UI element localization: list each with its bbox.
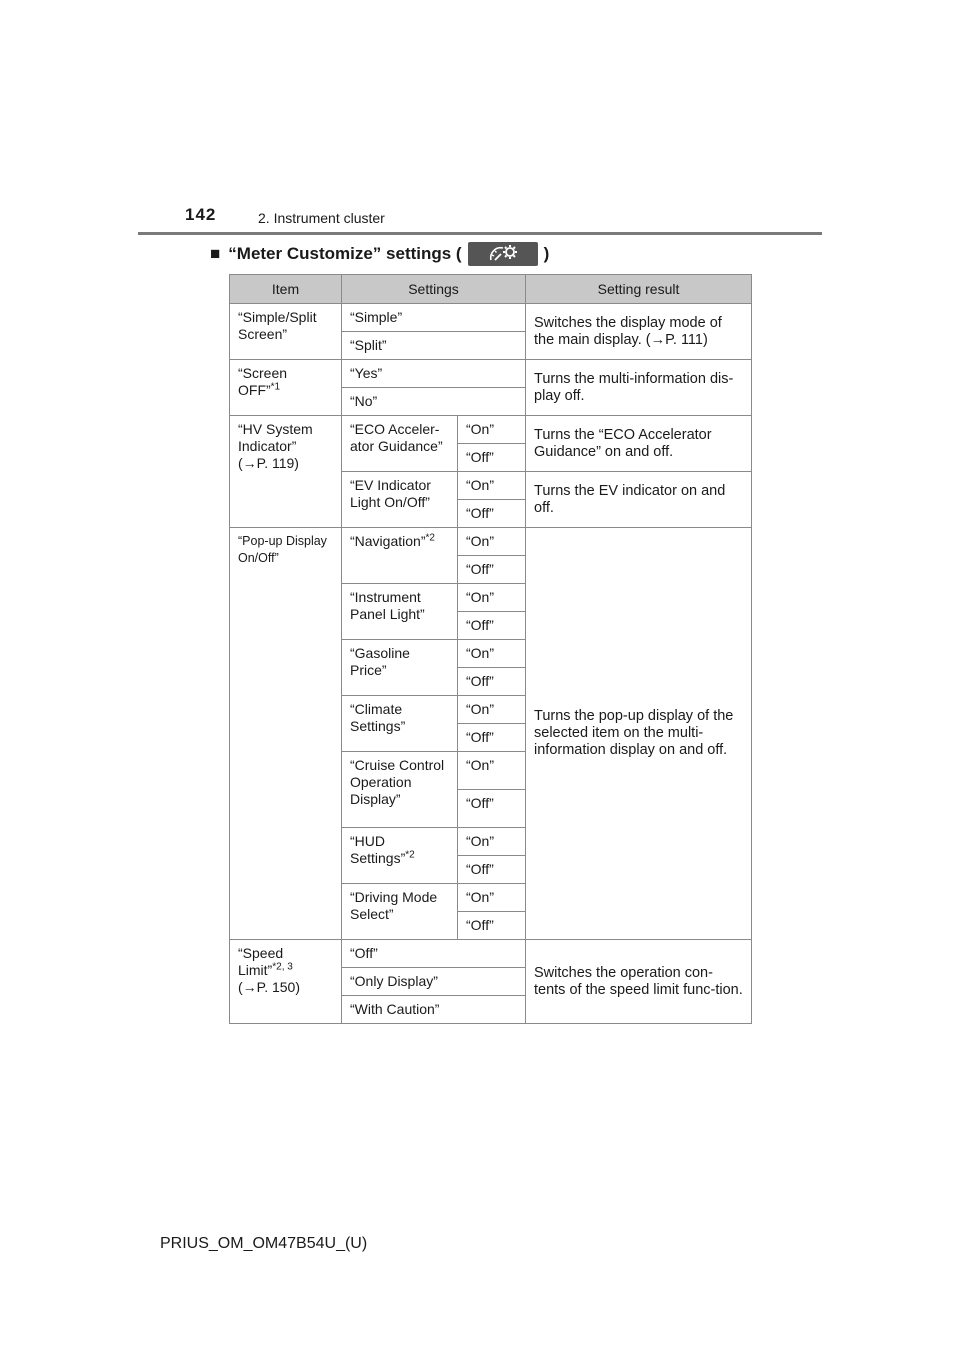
sub-item-cruise-control: “Cruise Control Operation Display” — [342, 752, 458, 828]
footnote-mark: *2 — [405, 849, 415, 861]
sub-item-ev-indicator: “EV Indicator Light On/Off” — [342, 472, 458, 528]
footnote-mark: *2, 3 — [272, 961, 293, 973]
footnote-mark: *2 — [425, 532, 435, 544]
setting-option: “Off” — [458, 724, 526, 752]
table-row — [230, 360, 752, 388]
page-reference: (→P. 150) — [238, 979, 300, 995]
setting-option: “On” — [458, 696, 526, 724]
setting-option: “Yes” — [342, 360, 526, 388]
table-row — [230, 304, 752, 332]
setting-result: Turns the pop-up display of the selected item on the multi-information display on and off. — [526, 528, 752, 940]
sub-item-navigation — [342, 528, 458, 584]
section-bullet: ■ — [210, 244, 221, 263]
section-title-end: ) — [543, 244, 550, 263]
setting-option: “Simple” — [342, 304, 526, 332]
sub-item-climate-settings: “Climate Settings” — [342, 696, 458, 752]
item-label: “Speed Limit” — [238, 945, 284, 978]
sub-item-label: “HUD Settings” — [350, 833, 406, 866]
page-number: 142 — [185, 205, 217, 224]
item-hv-system-indicator — [230, 416, 342, 528]
document-code: PRIUS_OM_OM47B54U_(U) — [160, 1235, 368, 1252]
setting-option: “On” — [458, 584, 526, 612]
table-row — [230, 416, 752, 444]
setting-option: “On” — [458, 752, 526, 790]
setting-option: “Off” — [458, 612, 526, 640]
setting-option: “On” — [458, 640, 526, 668]
setting-option: “Off” — [458, 856, 526, 884]
setting-result: Switches the operation con-tents of the speed limit func-tion. — [526, 940, 752, 1024]
item-speed-limit — [230, 940, 342, 1024]
table-row — [230, 940, 752, 968]
header-setting-result: Setting result — [526, 275, 752, 304]
setting-result: Turns the EV indicator on and off. — [526, 472, 752, 528]
section-title: “Meter Customize” settings ( — [228, 244, 462, 263]
item-screen-off — [230, 360, 342, 416]
sub-item-instrument-panel-light: “Instrument Panel Light” — [342, 584, 458, 640]
setting-option: “On” — [458, 884, 526, 912]
setting-option: “Off” — [458, 912, 526, 940]
setting-option: “Off” — [458, 500, 526, 528]
item-simple-split: “Simple/Split Screen” — [230, 304, 342, 360]
table-header-row — [230, 275, 752, 304]
page-reference: (→P. 119) — [238, 455, 299, 471]
setting-result: Turns the “ECO Accelerator Guidance” on and off. — [526, 416, 752, 472]
setting-result: Switches the display mode of the main display. (→P. 111) — [526, 304, 752, 360]
section-heading — [210, 242, 549, 266]
item-label: “HV System Indicator” — [238, 421, 313, 454]
setting-option: “With Caution” — [342, 996, 526, 1024]
sub-item-gasoline-price: “Gasoline Price” — [342, 640, 458, 696]
setting-option: “Only Display” — [342, 968, 526, 996]
sub-item-driving-mode: “Driving Mode Select” — [342, 884, 458, 940]
sub-item-eco-guidance: “ECO Acceler-ator Guidance” — [342, 416, 458, 472]
setting-option: “On” — [458, 828, 526, 856]
item-popup-display: “Pop-up Display On/Off” — [230, 528, 342, 940]
setting-option: “Off” — [458, 790, 526, 828]
chapter-title: 2. Instrument cluster — [258, 210, 385, 226]
setting-option: “Off” — [458, 556, 526, 584]
setting-option: “On” — [458, 472, 526, 500]
setting-option: “Off” — [458, 668, 526, 696]
meter-customize-table — [229, 274, 752, 1024]
sub-item-hud-settings — [342, 828, 458, 884]
header-divider — [138, 232, 822, 235]
setting-option: “On” — [458, 416, 526, 444]
setting-result: Turns the multi-information dis-play off. — [526, 360, 752, 416]
table-row — [230, 528, 752, 556]
header-item: Item — [230, 275, 342, 304]
item-label: “Screen OFF” — [238, 365, 288, 398]
sub-item-label: “Navigation” — [350, 533, 426, 549]
setting-option: “On” — [458, 528, 526, 556]
setting-option: “Split” — [342, 332, 526, 360]
header-settings: Settings — [342, 275, 526, 304]
setting-option: “No” — [342, 388, 526, 416]
gauge-settings-icon — [468, 242, 538, 266]
setting-option: “Off” — [342, 940, 526, 968]
footnote-mark: *1 — [270, 381, 281, 393]
setting-option: “Off” — [458, 444, 526, 472]
